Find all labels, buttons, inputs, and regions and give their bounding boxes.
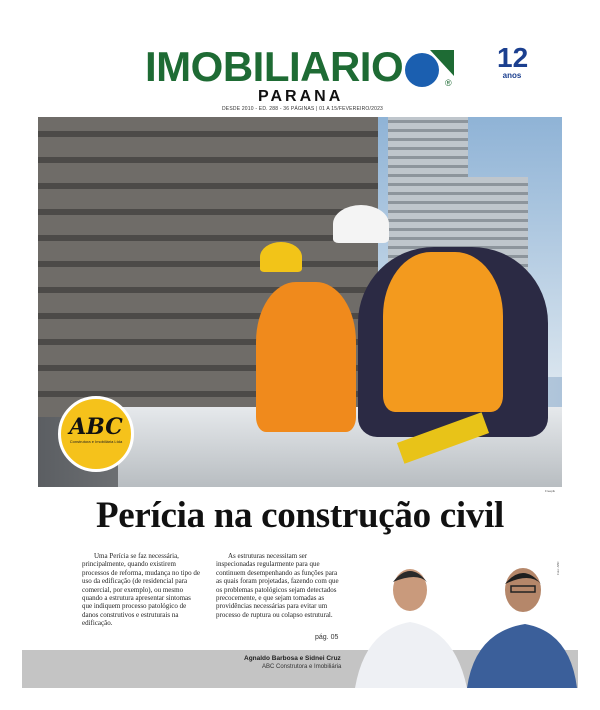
caption-names: Agnaldo Barbosa e Sidnei Cruz bbox=[244, 655, 341, 662]
cover-photo bbox=[38, 117, 562, 487]
registered-mark: ® bbox=[445, 78, 452, 88]
abc-logo-badge bbox=[58, 396, 134, 472]
worker-left bbox=[256, 282, 356, 432]
yellow-helmet bbox=[260, 242, 302, 272]
anniversary-number: 12 bbox=[497, 42, 529, 73]
anniversary-label: anos bbox=[502, 71, 522, 80]
photo-credit: Freepik bbox=[545, 489, 556, 493]
side-credit: Foto: ABC bbox=[556, 561, 560, 575]
body-column-1: Uma Perícia se faz necessária, principalmente, quando existirem processos de reforma, mudança no tipo de uso da edificação (de residencial para comercial, por exemplo), ou mesmo quando a estrutura apresentar sintomas que indiquem processo patológico de danos construtivos e estruturais na edificação. bbox=[82, 552, 200, 628]
masthead-subtitle: PARANA bbox=[258, 88, 344, 105]
page-reference-link[interactable]: pág. 05 bbox=[315, 634, 339, 641]
portrait-photo bbox=[355, 560, 577, 688]
masthead-title: IMOBILIARIO bbox=[145, 43, 404, 90]
white-helmet bbox=[333, 205, 389, 243]
abc-tagline: Construtora e Imobiliária Ltda bbox=[69, 439, 123, 444]
body-column-2: As estruturas necessitam ser inspecionadas regularmente para que continuem desempenhando as funções para as quais foram projetadas, fazendo com que os problemas patológicos sejam detectados precocemente, e que sejam tomadas as providências necessárias para evitar um processo de ruptura ou colapso estrutural. bbox=[216, 552, 339, 619]
anniversary-badge bbox=[497, 42, 529, 80]
headline: Perícia na construção civil bbox=[95, 495, 505, 536]
caption-company: ABC Construtora e Imobiliária bbox=[262, 664, 342, 670]
safety-vest bbox=[383, 252, 503, 412]
abc-logo: ABC bbox=[69, 414, 123, 440]
edition-line: DESDE 2010 - ED. 288 - 36 PÁGINAS | 01 A 15/FEVEREIRO/2023 bbox=[222, 106, 384, 112]
